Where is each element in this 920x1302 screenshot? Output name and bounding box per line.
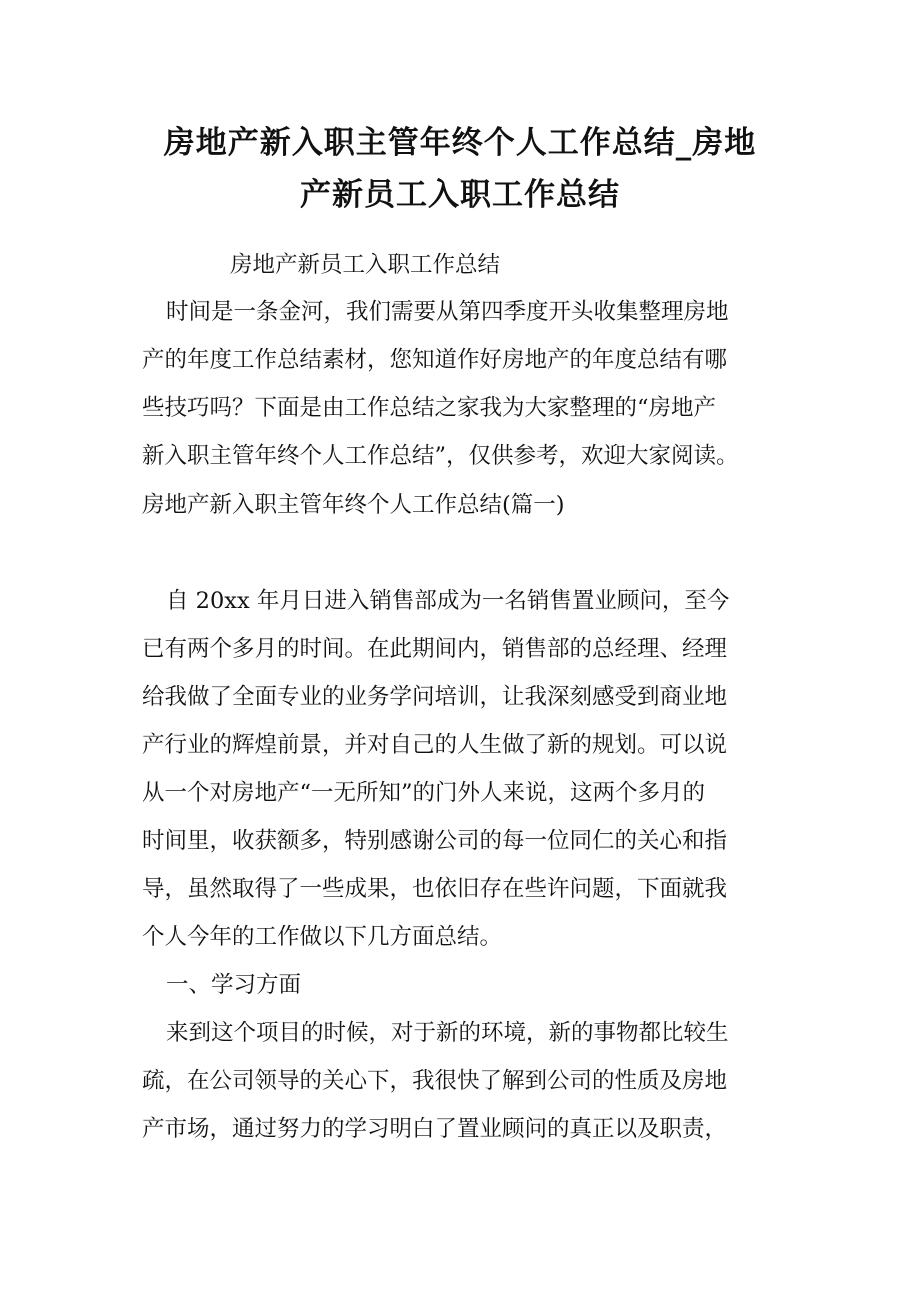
body-line: 产行业的辉煌前景，并对自己的人生做了新的规划。可以说 bbox=[142, 732, 728, 758]
document-title-line-1: 房地产新入职主管年终个人工作总结_房地 bbox=[163, 125, 757, 161]
body-line: 时间里，收获额多，特别感谢公司的每一位同仁的关心和指 bbox=[142, 828, 728, 854]
intro-line: 新入职主管年终个人工作总结”，仅供参考，欢迎大家阅读。 bbox=[142, 443, 739, 469]
body-line: 自 20xx 年月日进入销售部成为一名销售置业顾问，至今 bbox=[166, 588, 730, 614]
body-line: 疏，在公司领导的关心下，我很快了解到公司的性质及房地 bbox=[142, 1068, 728, 1094]
body-line: 来到这个项目的时候，对于新的环境，新的事物都比较生 bbox=[166, 1020, 729, 1046]
section-heading: 房地产新入职主管年终个人工作总结(篇一) bbox=[142, 492, 565, 518]
document-title-line-2: 产新员工入职工作总结 bbox=[300, 177, 620, 213]
intro-line: 些技巧吗？下面是由工作总结之家我为大家整理的“房地产 bbox=[142, 395, 717, 421]
body-line: 产市场，通过努力的学习明白了置业顾问的真正以及职责， bbox=[142, 1116, 728, 1142]
body-line: 从一个对房地产“一无所知”的门外人来说，这两个多月的 bbox=[142, 780, 706, 806]
body-line: 个人今年的工作做以下几方面总结。 bbox=[142, 924, 503, 950]
body-line: 已有两个多月的时间。在此期间内，销售部的总经理、经理 bbox=[142, 636, 728, 662]
intro-line: 产的年度工作总结素材，您知道作好房地产的年度总结有哪 bbox=[142, 347, 728, 373]
intro-line: 时间是一条金河，我们需要从第四季度开头收集整理房地 bbox=[166, 299, 729, 325]
body-line: 导，虽然取得了一些成果，也依旧存在些许问题，下面就我 bbox=[142, 876, 728, 902]
subsection-heading: 一、学习方面 bbox=[166, 972, 302, 998]
subtitle-line: 房地产新员工入职工作总结 bbox=[230, 252, 501, 278]
body-line: 给我做了全面专业的业务学问培训，让我深刻感受到商业地 bbox=[142, 684, 728, 710]
